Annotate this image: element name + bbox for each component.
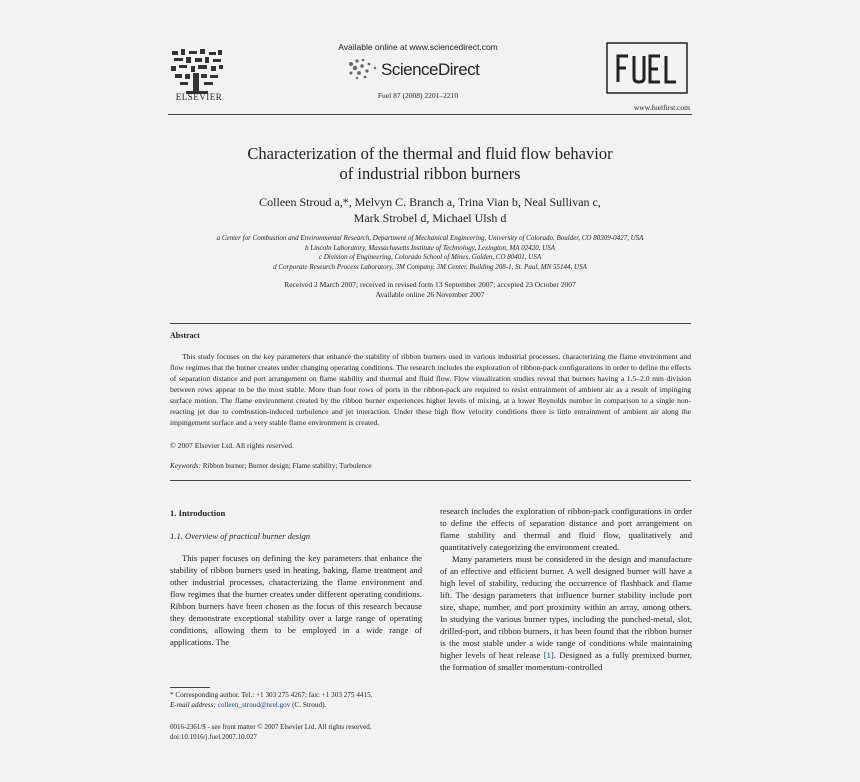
keywords-list: Ribbon burner; Burner design; Flame stability; Turbulence bbox=[202, 462, 372, 470]
abstract-top-rule bbox=[170, 323, 691, 324]
available-online-text: Available online at www.sciencedirect.com bbox=[338, 42, 498, 52]
section-heading-introduction: 1. Introduction bbox=[170, 508, 226, 518]
keywords bbox=[170, 462, 691, 470]
header-divider bbox=[168, 114, 692, 115]
elsevier-wordmark: ELSEVIER bbox=[175, 92, 223, 102]
affiliation-a: a Center for Combustion and Environmental Research, Department of Mechanical Engineering, University of Colorado, Boulder, CO 80309-0427, USA bbox=[216, 234, 644, 242]
right-paragraph-1: research includes the exploration of ribbon-pack configurations in order to define the effects of separation distance and port arrangement on flame stability and thermal and fluid flow, qualitatively and quantitatively categorizing the environment created. bbox=[440, 506, 692, 552]
right-column bbox=[440, 505, 692, 673]
title-line-1: Characterization of the thermal and fluid flow behavior bbox=[247, 144, 613, 163]
right-paragraph-2-text-end: . Designed as a fully premixed burner, the formation of smaller momentum-controlled bbox=[440, 650, 692, 672]
author-list bbox=[150, 194, 710, 226]
left-column-paragraph: This paper focuses on defining the key parameters that enhance the stability of ribbon burners used in heating, baking, flame treatment and other industrial processes, characterizing the flame environment and flow regimes that the burner creates under different operating conditions. Ribbon burners have been chosen as the focus of this research because they demonstrate exceptional stability over a large range of operating conditions, allowing them to be employed in a wide range of applications. The bbox=[170, 553, 422, 647]
right-paragraph-2-text: Many parameters must be considered in the design and manufacture of an effective and efficient burner. A well designed burner will have a high level of stability, reducing the occurrence of flashback and flame lift. The design parameters that influence burner stability include port size, shape, number, and port proximity within an array, among others. In studying the various burner types, including the punched-metal, slot, drilled-port, and ribbon burners, it has been found that the ribbon burner is the most stable under a wide range of conditions while maintaining higher levels of heat release bbox=[440, 554, 692, 660]
received-dates: Received 2 March 2007; received in revised form 13 September 2007; accepted 23 October 2007 bbox=[284, 280, 576, 289]
abstract-text: This study focuses on the key parameters that enhance the stability of ribbon burners used in various industrial processes, characterizing the flame environment and flow regimes that the burner creates under changing operating conditions. The research includes the exploration of ribbon-pack configurations in order to define the effects of separation distance and port arrangement on flame stability and thermal and fluid flow. Flow visualization studies reveal that burners having a 1.5–2.0 mm division between rows appear to be the most stable. More than four rows of ports in the ribbon-pack are required to resist entrainment of ambient air as a result of impinging surface motion. The flame environment created by the ribbon burner experiences higher levels of mixing, at a lower Reynolds number in comparison to a single non-reacting jet due to combustion-induced turbulence and jet interaction. Under these high flow velocity conditions there is little entrainment of ambient air along the impingement surface and a very stable flame environment is created. bbox=[170, 352, 691, 427]
affiliation-c: c Division of Engineering, Colorado School of Mines, Golden, CO 80401, USA bbox=[318, 253, 542, 261]
email-suffix: (C. Stroud). bbox=[290, 701, 327, 709]
subsection-heading-overview: 1.1. Overview of practical burner design bbox=[170, 531, 311, 541]
footnote-email bbox=[170, 700, 422, 710]
article-title bbox=[150, 144, 710, 184]
journal-reference: Fuel 87 (2008) 2201–2210 bbox=[377, 91, 459, 100]
sciencedirect-wordmark: ScienceDirect bbox=[381, 60, 480, 79]
email-link[interactable]: colleen_stroud@nrel.gov bbox=[217, 701, 291, 709]
abstract-heading: Abstract bbox=[170, 331, 200, 340]
page-footer bbox=[170, 722, 422, 742]
affiliation-d: d Corporate Research Process Laboratory, 3M Company, 3M Center, Building 208-1, St. Paul, MN 55144, USA bbox=[273, 262, 587, 271]
doi-line[interactable]: doi:10.1016/j.fuel.2007.10.027 bbox=[170, 733, 257, 741]
fuel-journal-logo bbox=[606, 42, 688, 94]
footnote-contact: * Corresponding author. Tel.: +1 303 275 4267; fax: +1 303 275 4415. bbox=[170, 691, 373, 699]
journal-url[interactable]: www.fuelfirst.com bbox=[633, 103, 690, 112]
reference-link-1[interactable]: [1] bbox=[543, 650, 554, 660]
affiliations bbox=[150, 234, 710, 272]
article-history bbox=[150, 280, 710, 300]
available-date: Available online 26 November 2007 bbox=[375, 290, 485, 299]
sciencedirect-dots-icon bbox=[345, 56, 385, 82]
keywords-label: Keywords: bbox=[170, 462, 201, 470]
abstract-copyright: © 2007 Elsevier Ltd. All rights reserved. bbox=[170, 441, 294, 450]
authors-line-1: Colleen Stroud a,*, Melvyn C. Branch a, Trina Vian b, Neal Sullivan c, bbox=[259, 195, 601, 209]
abstract-bottom-rule bbox=[170, 480, 691, 481]
affiliation-b: b Lincoln Laboratory, Massachusetts Institute of Technology, Lexington, MA 02420, USA bbox=[304, 243, 556, 252]
footnote-rule bbox=[170, 687, 210, 688]
issn-line: 0016-2361/$ - see front matter © 2007 Elsevier Ltd. All rights reserved. bbox=[170, 723, 372, 731]
title-line-2: of industrial ribbon burners bbox=[339, 164, 521, 183]
corresponding-author-footnote bbox=[170, 690, 422, 710]
right-paragraph-2 bbox=[440, 553, 692, 673]
authors-line-2: Mark Strobel d, Michael Ulsh d bbox=[353, 211, 507, 225]
email-label: E-mail address: bbox=[170, 701, 218, 709]
